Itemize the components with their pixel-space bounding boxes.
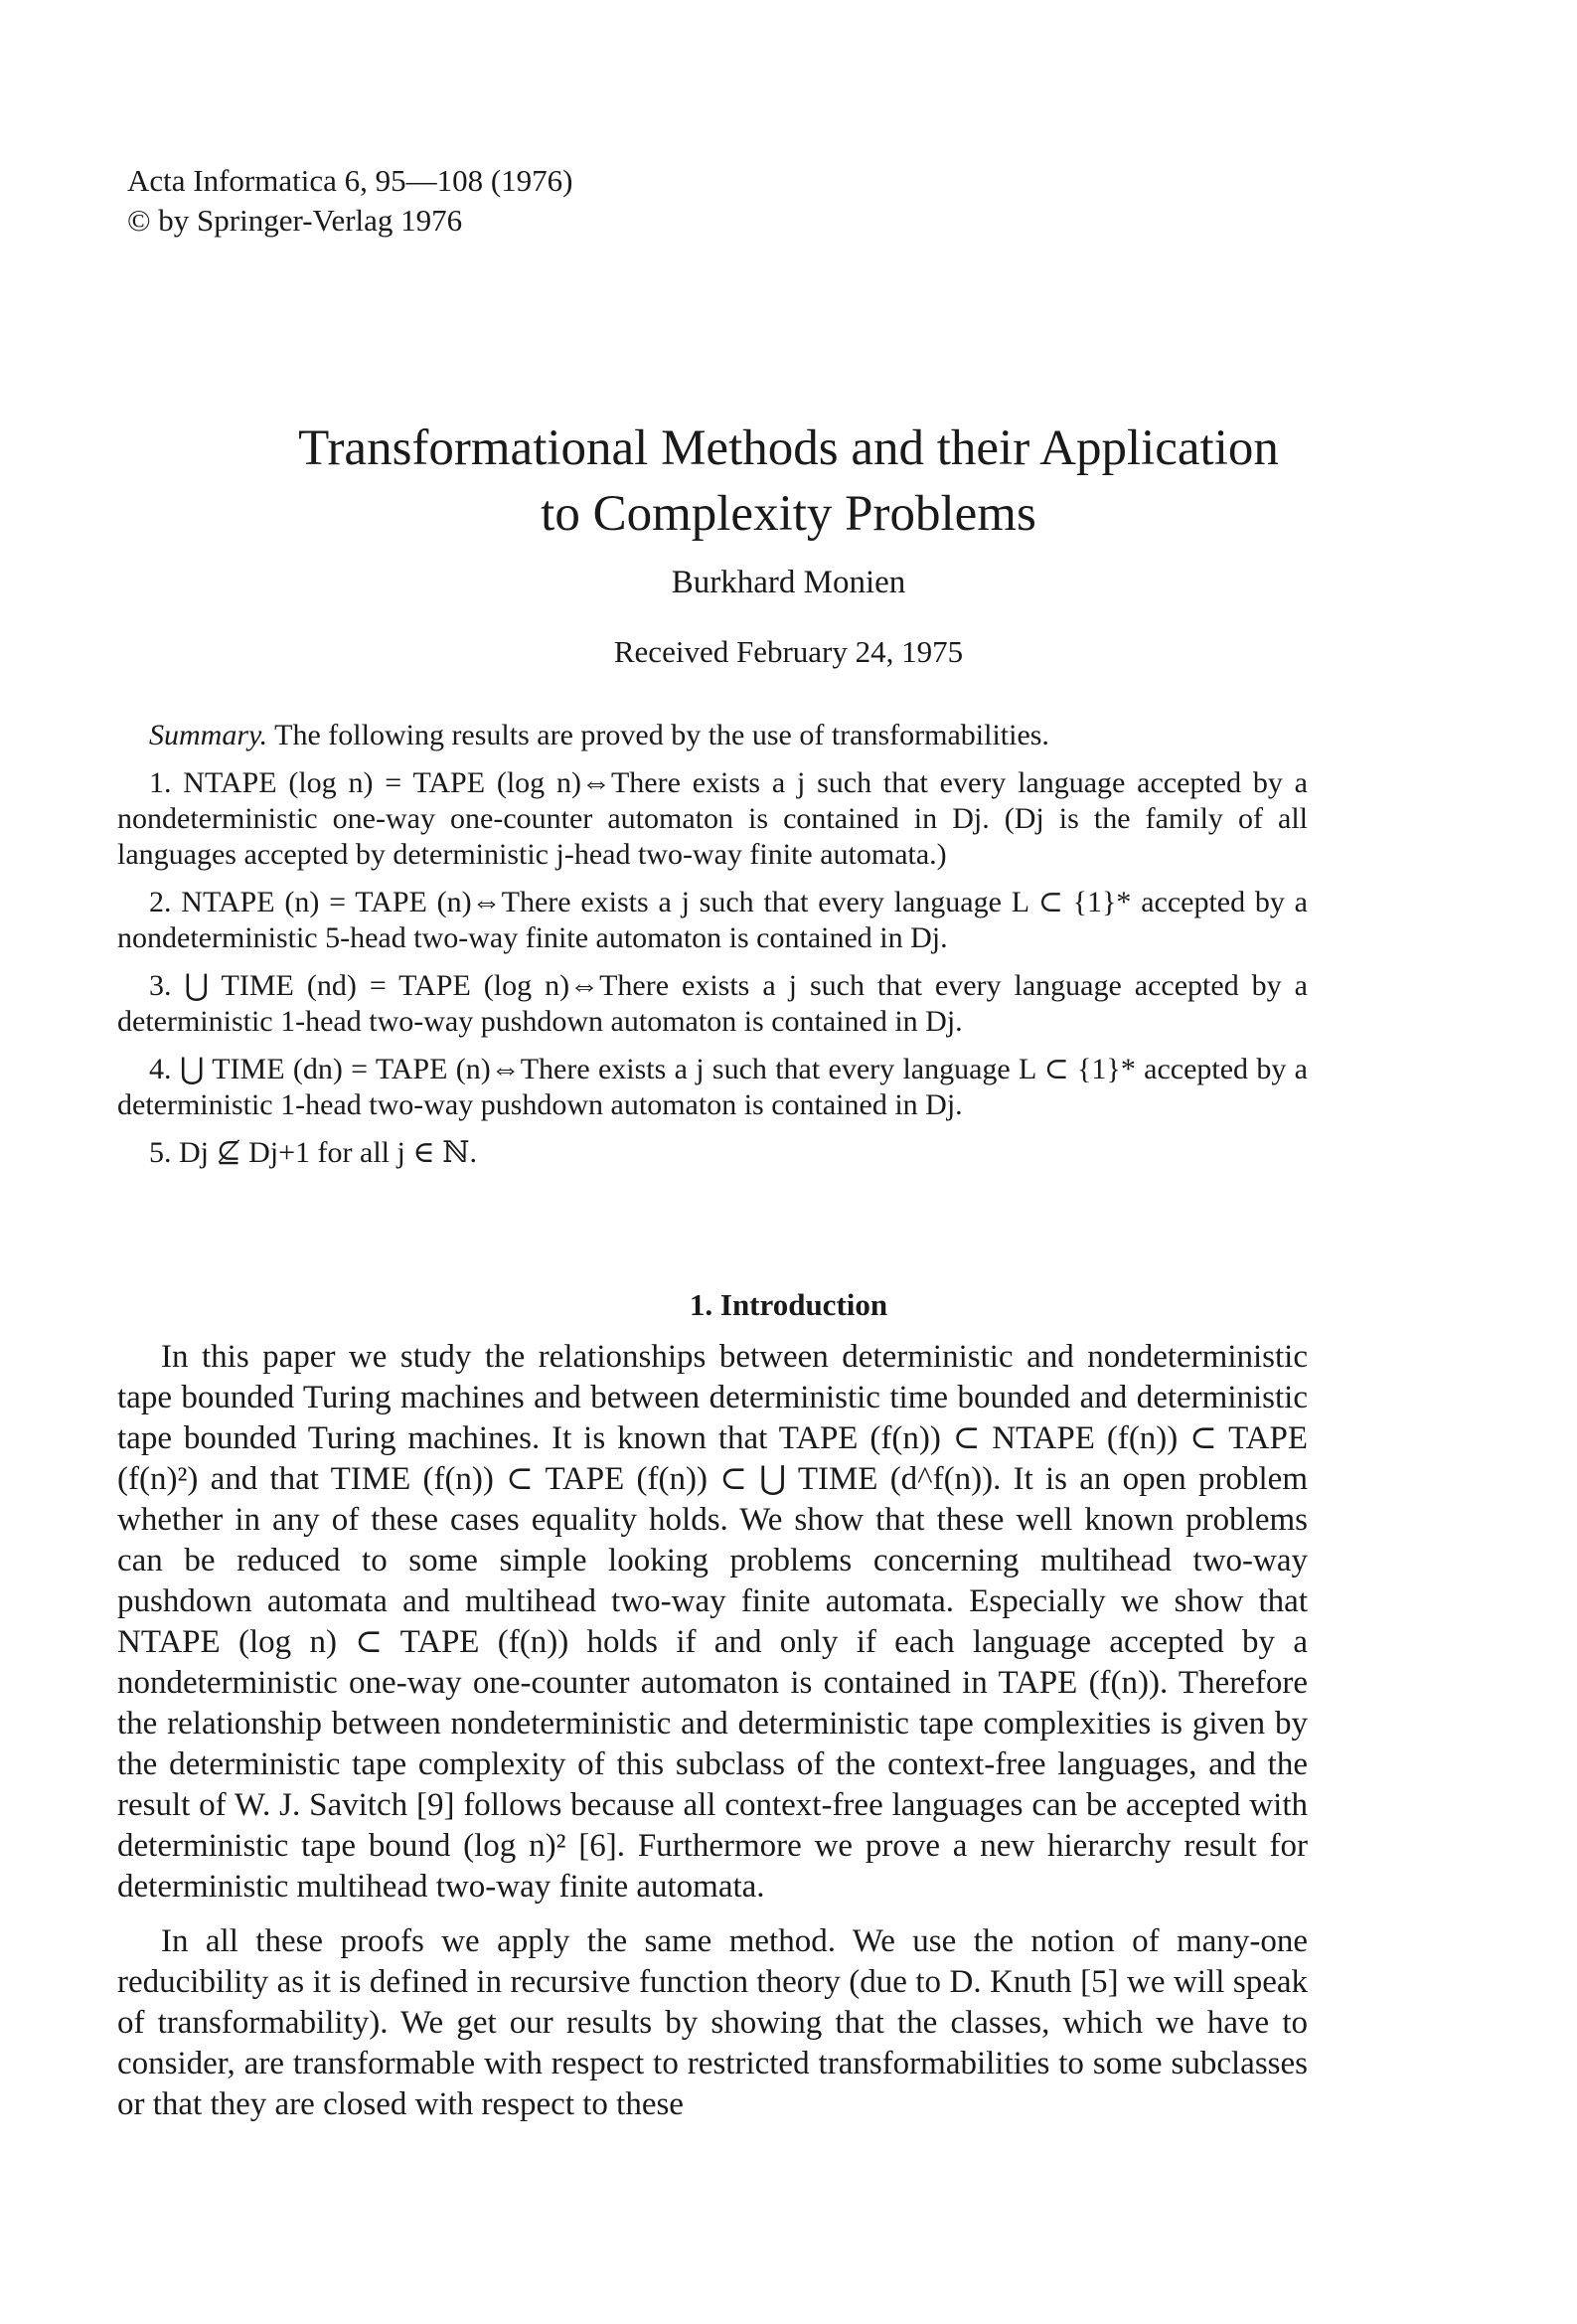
paper-title	[0, 415, 1577, 547]
summary-label: Summary.	[149, 719, 268, 751]
journal-header	[127, 161, 573, 241]
summary-intro-text: The following results are proved by the use of transformabilities.	[274, 719, 1049, 751]
received-date: Received February 24, 1975	[613, 634, 964, 669]
summary-item-5: 5. Dj ⊈ Dj+1 for all j ∈ ℕ.	[149, 1136, 477, 1169]
journal-citation: Acta Informatica 6, 95—108 (1976)	[127, 163, 573, 198]
summary-block	[117, 718, 1308, 1171]
copyright-line: © by Springer-Verlag 1976	[127, 203, 463, 238]
summary-item-4: 4. ⋃ TIME (dn) = TAPE (n)⇔There exists a j such that every language L ⊂ {1}* accepted by a deterministic 1-head two-way pushdown automaton is contained in Dj.	[117, 1053, 1308, 1121]
author-name: Burkhard Monien	[671, 565, 906, 600]
title-line-1: Transformational Methods and their Application	[298, 420, 1279, 476]
summary-item-2: 2. NTAPE (n) = TAPE (n)⇔There exists a j such that every language L ⊂ {1}* accepted by a nondeterministic 5-head two-way finite automaton is contained in Dj.	[117, 886, 1308, 954]
introduction-body	[117, 1337, 1308, 2125]
intro-paragraph-2: In all these proofs we apply the same method. We use the notion of many-one reducibility as it is defined in recursive function theory (due to D. Knuth [5] we will speak of transformability). We get our results by showing that the classes, which we have to consider, are transformable with respect to restricted transformabilities to some subclasses or that they are closed with respect to these	[117, 1923, 1308, 2122]
intro-paragraph-1: In this paper we study the relationships between deterministic and nondeterministic tape bounded Turing machines and between deterministic time bounded and deterministic tape bounded Turing machines. It is known that TAPE (f(n)) ⊂ NTAPE (f(n)) ⊂ TAPE (f(n)²) and that TIME (f(n)) ⊂ TAPE (f(n)) ⊂ ⋃ TIME (d^f(n)). It is an open problem whether in any of these cases equality holds. We show that these well known problems can be reduced to some simple looking problems concerning multihead two-way pushdown automata and multihead two-way finite automata. Especially we show that NTAPE (log n) ⊂ TAPE (f(n)) holds if and only if each language accepted by a nondeterministic one-way one-counter automaton is contained in TAPE (f(n)). Therefore the relationship between nondeterministic and deterministic tape complexities is given by the deterministic tape complexity of this subclass of the context-free languages, and the result of W. J. Savitch [9] follows because all context-free languages can be accepted with deterministic tape bound (log n)² [6]. Furthermore we prove a new hierarchy result for deterministic multihead two-way finite automata.	[117, 1339, 1308, 1905]
summary-item-3: 3. ⋃ TIME (nd) = TAPE (log n)⇔There exists a j such that every language accepted by a deterministic 1-head two-way pushdown automaton is contained in Dj.	[117, 969, 1308, 1038]
summary-intro	[117, 718, 1308, 753]
summary-item-1: 1. NTAPE (log n) = TAPE (log n)⇔There exists a j such that every language accepted by a nondeterministic one-way one-counter automaton is contained in Dj. (Dj is the family of all languages accepted by deterministic j-head two-way finite automata.)	[117, 766, 1308, 871]
section-heading-introduction: 1. Introduction	[689, 1287, 888, 1322]
title-line-2: to Complexity Problems	[541, 486, 1036, 542]
